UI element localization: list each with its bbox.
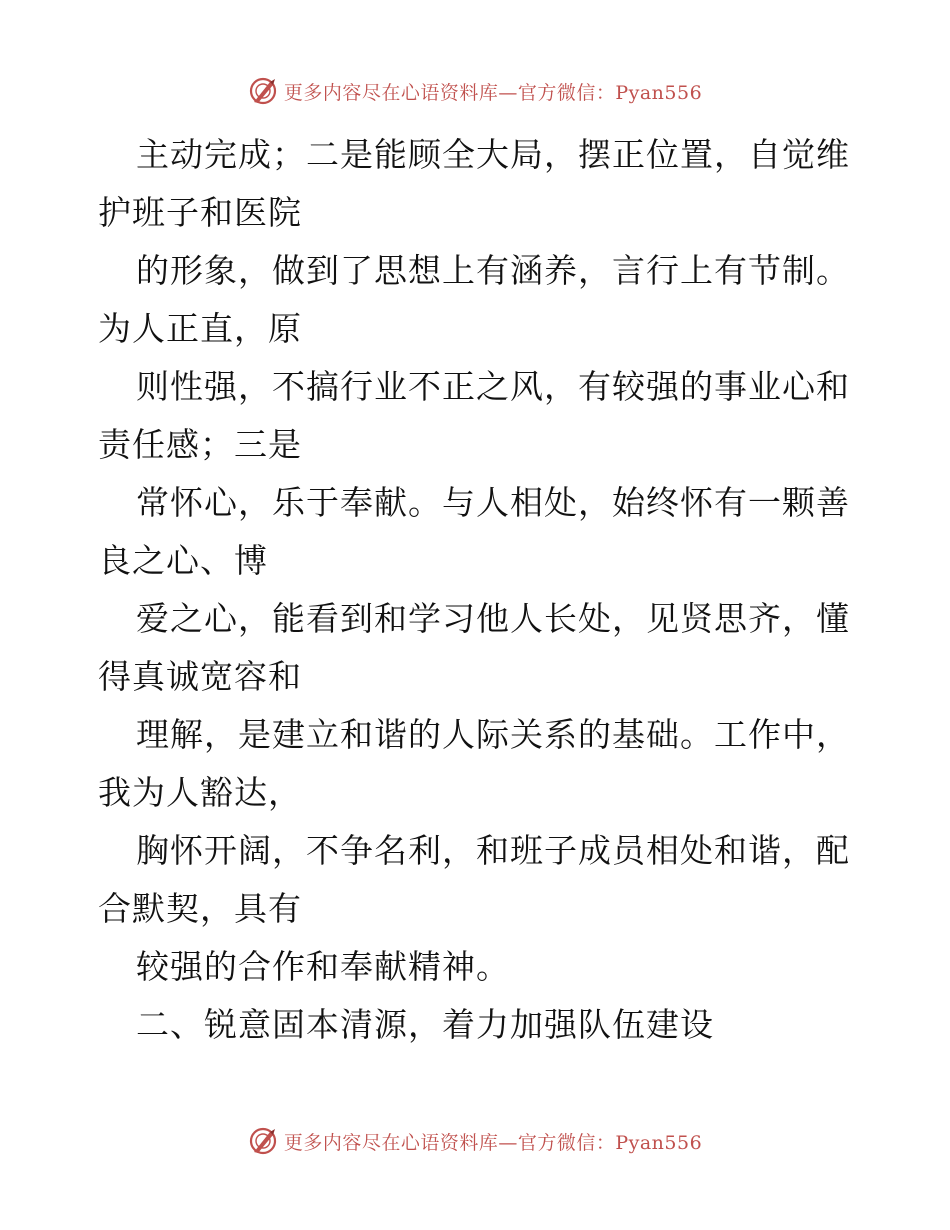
body-line: 则性强，不搞行业不正之风，有较强的事业心和 (136, 367, 850, 406)
footer-watermark (0, 1124, 950, 1158)
body-line: 护班子和医院 (98, 193, 302, 232)
body-line: 较强的合作和奉献精神。 (136, 947, 510, 986)
body-line: 得真诚宽容和 (98, 657, 302, 696)
body-line: 主动完成；二是能顾全大局，摆正位置，自觉维 (136, 135, 850, 174)
body-line: 合默契，具有 (98, 889, 302, 928)
footer-watermark-text: 更多内容尽在心语资料库—官方微信：Pyan556 (283, 1131, 703, 1154)
body-line: 常怀心，乐于奉献。与人相处，始终怀有一颗善 (136, 483, 850, 522)
header-watermark-text: 更多内容尽在心语资料库—官方微信：Pyan556 (283, 81, 703, 104)
body-line: 责任感；三是 (98, 425, 302, 464)
body-line: 理解，是建立和谐的人际关系的基础。工作中， (136, 715, 850, 754)
header-watermark (0, 74, 950, 108)
body-line: 的形象，做到了思想上有涵养，言行上有节制。 (136, 251, 850, 290)
document-body (98, 126, 868, 1054)
quill-logo-icon (248, 1126, 278, 1156)
body-line: 我为人豁达， (98, 773, 302, 812)
body-line: 爱之心，能看到和学习他人长处，见贤思齐，懂 (136, 599, 850, 638)
section-heading: 二、锐意固本清源，着力加强队伍建设 (136, 1005, 714, 1044)
body-line: 胸怀开阔，不争名利，和班子成员相处和谐，配 (136, 831, 850, 870)
body-line: 为人正直，原 (98, 309, 302, 348)
quill-logo-icon (248, 76, 278, 106)
body-line: 良之心、博 (98, 541, 268, 580)
